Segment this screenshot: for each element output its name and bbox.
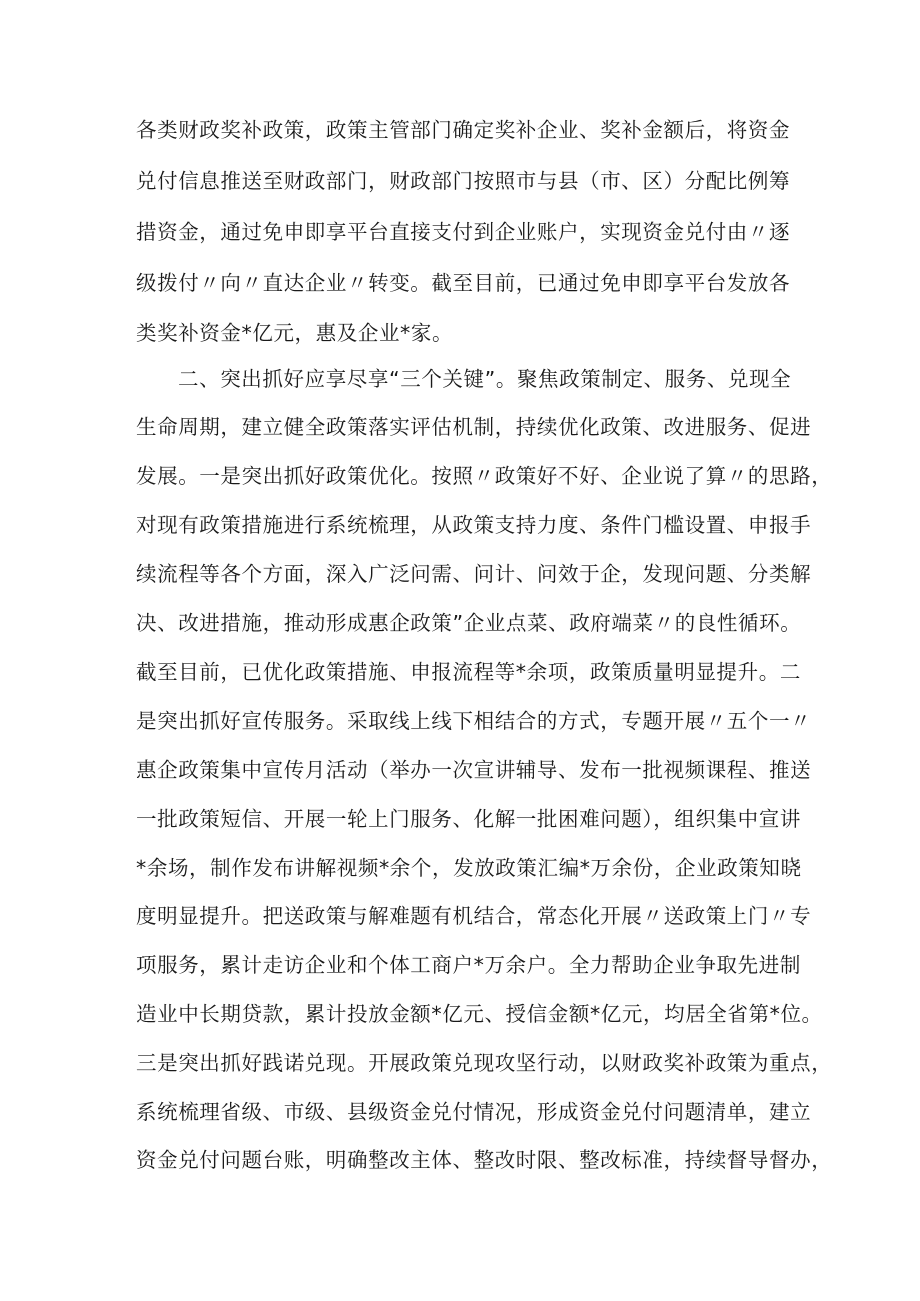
paragraph-line: 造业中长期贷款，累计投放金额*亿元、授信金额*亿元，均居全省第*位。 (136, 1002, 823, 1026)
paragraph-line: 级拨付〃向〃直达企业〃转变。截至目前，已通过免申即享平台发放各 (136, 271, 791, 295)
paragraph-line: 兑付信息推送至财政部门，财政部门按照市与县（市、区）分配比例筹 (136, 169, 791, 193)
paragraph-line: 是突出抓好宣传服务。采取线上线下相结合的方式，专题开展〃五个一〃 (136, 709, 812, 733)
paragraph-line: 截至目前，已优化政策措施、申报流程等*余项，政策质量明显提升。二 (136, 660, 801, 684)
paragraph-line: 惠企政策集中宣传月活动（举办一次宣讲辅导、发布一批视频课程、推送 (136, 758, 812, 782)
paragraph-line: 三是突出抓好践诺兑现。开展政策兑现攻坚行动，以财政奖补政策为重点， (136, 1051, 833, 1075)
section-heading-line: 二、突出抓好应享尽享“三个关键”。聚焦政策制定、服务、兑现全 (178, 367, 792, 391)
paragraph-line: 生命周期，建立健全政策落实评估机制，持续优化政策、改进服务、促进 (136, 415, 812, 439)
paragraph-line: 对现有政策措施进行系统梳理，从政策支持力度、条件门槛设置、申报手 (136, 513, 812, 537)
paragraph-line: 资金兑付问题台账，明确整改主体、整改时限、整改标准，持续督导督办， (136, 1148, 833, 1172)
paragraph-line: 系统梳理省级、市级、县级资金兑付情况，形成资金兑付问题清单，建立 (136, 1100, 812, 1124)
paragraph-line: 决、改进措施，推动形成惠企政策”企业点菜、政府端菜〃的良性循环。 (136, 611, 802, 635)
paragraph-line: 度明显提升。把送政策与解难题有机结合，常态化开展〃送政策上门〃专 (136, 904, 812, 928)
paragraph-line: 发展。一是突出抓好政策优化。按照〃政策好不好、企业说了算〃的思路， (136, 464, 833, 488)
paragraph-line: 类奖补资金*亿元，惠及企业*家。 (136, 321, 454, 345)
paragraph-line: 一批政策短信、开展一轮上门服务、化解一批困难问题），组织集中宣讲 (136, 807, 801, 831)
paragraph-line: 项服务，累计走访企业和个体工商户*万余户。全力帮助企业争取先进制 (136, 953, 801, 977)
paragraph-line: *余场，制作发布讲解视频*余个，发放政策汇编*万余份，企业政策知晓 (136, 856, 802, 880)
paragraph-line: 续流程等各个方面，深入广泛问需、问计、问效于企，发现问题、分类解 (136, 562, 812, 586)
paragraph-line: 各类财政奖补政策，政策主管部门确定奖补企业、奖补金额后，将资金 (136, 118, 791, 142)
paragraph-line: 措资金，通过免申即享平台直接支付到企业账户，实现资金兑付由〃逐 (136, 220, 791, 244)
